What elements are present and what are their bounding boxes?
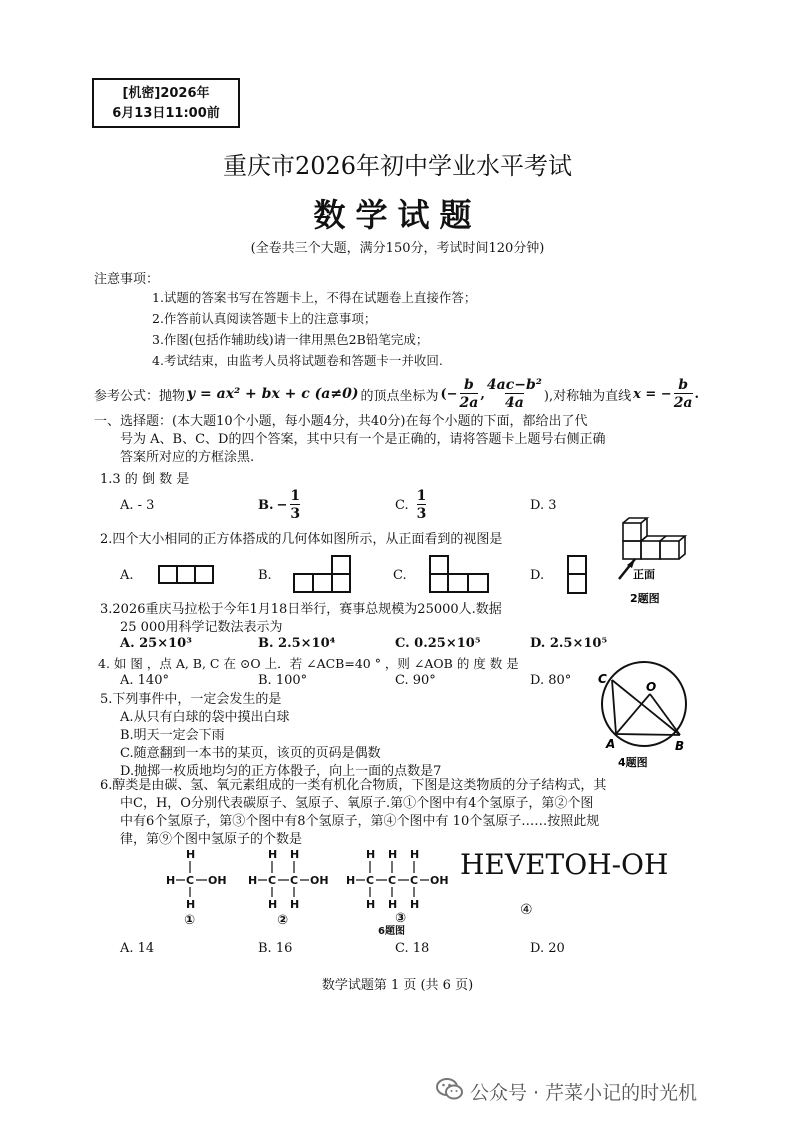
note-item: 4.考试结束，由监考人员将试题卷和答题卡一并收回. bbox=[152, 353, 443, 368]
q6-line3: 中有6个氢原子，第③个图中有8个氢原子，第④个图中有 10个氢原子……按照此规 bbox=[120, 814, 600, 829]
notes-heading: 注意事项： bbox=[94, 272, 160, 287]
svg-text:C: C bbox=[366, 874, 375, 887]
q3-option-a: A. 25×10³ bbox=[120, 636, 192, 651]
q6-line1: 6.醇类是由碳、氢、氧元素组成的一类有机化合物质，下图是这类物质的分子结构式，其 bbox=[100, 778, 607, 793]
section1-line1: 一、选择题：(本大题10个小题，每小题4分，共40分)在每个小题的下面，都给出了代 bbox=[94, 414, 588, 429]
q3-option-c: C. 0.25×10⁵ bbox=[395, 636, 481, 651]
q2-view-a bbox=[158, 565, 214, 585]
vertex-x-fraction: $\frac{b}{2a}$ bbox=[459, 377, 479, 411]
q1-option-b: B. − $\frac{1}{3}$ bbox=[258, 488, 301, 522]
q4-option-b: B. 100° bbox=[258, 673, 308, 688]
point-a-label: A bbox=[606, 737, 616, 751]
q2-option-b: B. bbox=[258, 568, 272, 583]
svg-text:H: H bbox=[346, 874, 356, 887]
q4-option-d: D. 80° bbox=[530, 673, 572, 688]
molecule-4-marker: ④ bbox=[520, 902, 533, 918]
svg-text:OH: OH bbox=[430, 874, 449, 887]
svg-text:H: H bbox=[388, 848, 398, 861]
q1-option-a: A. - 3 bbox=[120, 498, 155, 513]
q2-front-label: 正面 bbox=[633, 568, 655, 581]
note-item: 3.作图(包括作辅助线)请一律用黑色2B铅笔完成； bbox=[152, 332, 429, 347]
point-c-label: C bbox=[598, 672, 607, 686]
svg-text:H: H bbox=[166, 874, 176, 887]
axis-fraction: $\frac{b}{2a}$ bbox=[673, 377, 693, 411]
svg-text:H: H bbox=[410, 898, 420, 911]
q4-option-c: C. 90° bbox=[395, 673, 436, 688]
q1-option-c: C. $\frac{1}{3}$ bbox=[395, 488, 427, 522]
q4-stem: 4. 如 图 ，点 A, B, C 在 ⊙O 上．若 ∠ACB=40 ° ，则 ∠AOB 的 度 数 是 bbox=[98, 656, 519, 671]
q2-view-b bbox=[292, 555, 352, 593]
svg-text:H: H bbox=[186, 898, 196, 911]
svg-text:H: H bbox=[268, 898, 278, 911]
molecule-3-marker: ③ bbox=[395, 911, 407, 926]
reference-formula bbox=[94, 374, 699, 414]
q6-figure-caption: 6题图 bbox=[378, 926, 405, 936]
q4-option-a: A. 140° bbox=[120, 673, 169, 688]
period: . bbox=[694, 386, 700, 402]
q2-stem: 2.四个大小相同的正方体搭成的几何体如图所示，从正面看到的视图是 bbox=[100, 532, 503, 547]
q2-option-c: C. bbox=[393, 568, 407, 583]
q4-figure bbox=[594, 660, 690, 770]
wechat-icon bbox=[436, 1077, 464, 1101]
q6-line4: 律，第⑨个图中氢原子的个数是 bbox=[120, 832, 303, 847]
molecule-1-marker: ① bbox=[184, 913, 196, 928]
q6-option-a: A. 14 bbox=[120, 941, 155, 956]
svg-text:C: C bbox=[268, 874, 277, 887]
q2-view-d bbox=[566, 555, 588, 595]
svg-text:H: H bbox=[186, 848, 196, 861]
formula-prefix: 参考公式：抛物 bbox=[94, 388, 186, 404]
section1-line3: 答案所对应的方框涂黑. bbox=[120, 450, 255, 465]
point-o-label: O bbox=[646, 680, 657, 694]
q6-option-b: B. 16 bbox=[258, 941, 293, 956]
vertex-y-fraction: $\frac{\text{4ac−b²}}{4a}$ bbox=[486, 377, 542, 411]
q5-option-d: D.抛掷一枚质地均匀的正方体骰子，向上一面的点数是7 bbox=[120, 764, 442, 779]
q3-option-d: D. 2.5×10⁵ bbox=[530, 636, 608, 651]
molecule-2-marker: ② bbox=[277, 913, 289, 928]
point-b-label: B bbox=[675, 739, 685, 753]
svg-text:OH: OH bbox=[310, 874, 329, 887]
svg-text:H: H bbox=[366, 898, 376, 911]
svg-text:H: H bbox=[388, 898, 398, 911]
svg-text:H: H bbox=[248, 874, 258, 887]
q3-line1: 3.2026重庆马拉松于今年1月18日举行，赛事总规模为25000人.数据 bbox=[100, 602, 502, 617]
page-footer: 数学试题第 1 页 (共 6 页) bbox=[321, 978, 474, 993]
q6-line2: 中C，H，O分别代表碳原子、氢原子、氧原子.第①个图中有4个氢原子，第②个图 bbox=[120, 796, 594, 811]
exam-title: 重庆市2026年初中学业水平考试 bbox=[222, 152, 573, 180]
q2-figure-caption: 2题图 bbox=[630, 592, 660, 605]
q2-view-c bbox=[428, 555, 490, 593]
axis-equation: x = − bbox=[633, 386, 672, 402]
q1-stem: 1.3 的 倒 数 是 bbox=[100, 472, 190, 487]
axis-text: ),对称轴为直线 bbox=[543, 388, 632, 404]
vertex-open: (− bbox=[440, 386, 458, 402]
subject-title: 数学试题 bbox=[313, 196, 482, 234]
svg-text:C: C bbox=[410, 874, 419, 887]
comma: , bbox=[480, 386, 485, 402]
svg-text:H: H bbox=[290, 848, 300, 861]
q6-overlay-text: HEVETOH-OH bbox=[460, 848, 669, 881]
confidential-line2: 6月13日11:00前 bbox=[112, 106, 220, 121]
q5-stem: 5.下列事件中，一定会发生的是 bbox=[100, 692, 282, 707]
q6-option-d: D. 20 bbox=[530, 941, 565, 956]
q3-line2: 25 000用科学记数法表示为 bbox=[120, 620, 283, 635]
q1-option-d: D. 3 bbox=[530, 498, 557, 513]
note-item: 1.试题的答案书写在答题卡上，不得在试题卷上直接作答； bbox=[152, 290, 477, 305]
q3-option-b: B. 2.5×10⁴ bbox=[258, 636, 336, 651]
q6-option-c: C. 18 bbox=[395, 941, 430, 956]
q6-molecule-figure bbox=[160, 846, 460, 936]
section1-line2: 号为 A、B、C、D的四个答案，其中只有一个是正确的，请将答题卡上题号右侧正确 bbox=[120, 432, 606, 447]
confidential-line1: [机密]2026年 bbox=[122, 86, 210, 101]
parabola-equation: y = ax² + bx + c (a≠0) bbox=[187, 386, 359, 402]
svg-text:C: C bbox=[290, 874, 299, 887]
q5-option-b: B.明天一定会下雨 bbox=[120, 728, 225, 743]
svg-text:H: H bbox=[290, 898, 300, 911]
q4-figure-caption: 4题图 bbox=[618, 756, 648, 769]
q5-option-c: C.随意翻到一本书的某页，该页的页码是偶数 bbox=[120, 746, 381, 761]
svg-text:H: H bbox=[410, 848, 420, 861]
q2-figure bbox=[605, 515, 695, 610]
note-item: 2.作答前认真阅读答题卡上的注意事项； bbox=[152, 311, 377, 326]
svg-text:H: H bbox=[366, 848, 376, 861]
svg-text:C: C bbox=[388, 874, 397, 887]
watermark-text: 公众号 · 芹菜小记的时光机 bbox=[470, 1082, 698, 1104]
q5-option-a: A.从只有白球的袋中摸出白球 bbox=[120, 710, 290, 725]
vertex-text: 的顶点坐标为 bbox=[360, 388, 439, 404]
svg-text:OH: OH bbox=[208, 874, 227, 887]
q2-option-d: D. bbox=[530, 568, 545, 583]
svg-text:C: C bbox=[186, 874, 195, 887]
confidential-box bbox=[92, 78, 240, 128]
exam-subtitle: (全卷共三个大题，满分150分，考试时间120分钟) bbox=[250, 241, 545, 256]
q2-option-a: A. bbox=[120, 568, 134, 583]
svg-text:H: H bbox=[268, 848, 278, 861]
